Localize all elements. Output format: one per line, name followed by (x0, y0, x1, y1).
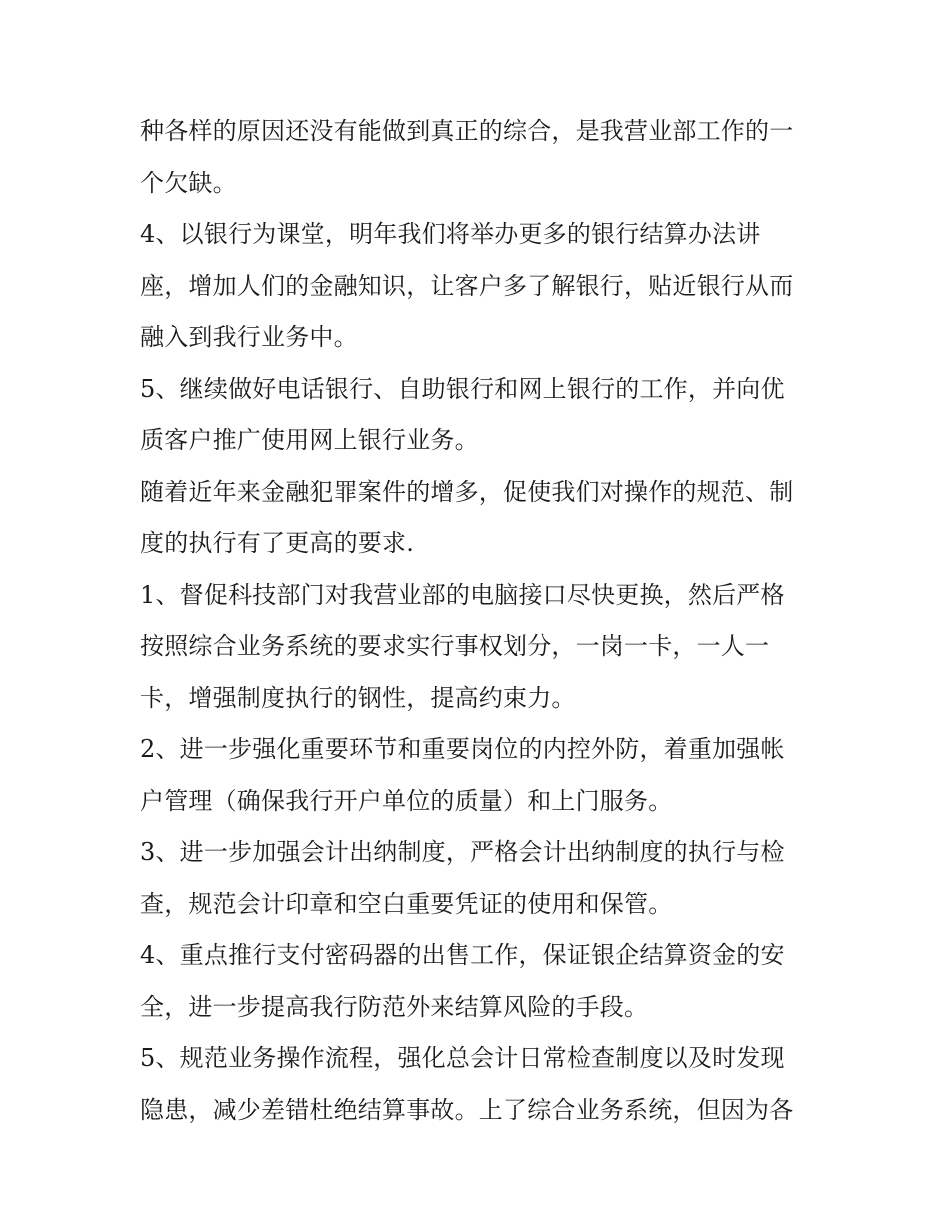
text-line: 种各样的原因还没有能做到真正的综合，是我营业部工作的一 (140, 117, 794, 145)
text-line: 度的执行有了更高的要求. (140, 529, 415, 557)
body-text (140, 106, 820, 1136)
text-line: 1、督促科技部门对我营业部的电脑接口尽快更换，然后严格 (140, 580, 785, 609)
text-line: 5、规范业务操作流程，强化总会计日常检查制度以及时发现 (140, 1044, 785, 1072)
text-line: 户管理（确保我行开户单位的质量）和上门服务。 (140, 786, 673, 815)
text-line: 融入到我行业务中。 (140, 323, 358, 351)
text-line: 4、重点推行支付密码器的出售工作，保证银企结算资金的安 (140, 941, 785, 969)
text-line: 5、继续做好电话银行、自助银行和网上银行的工作，并向优 (140, 374, 785, 403)
text-line: 查，规范会计印章和空白重要凭证的使用和保管。 (140, 889, 673, 918)
text-line: 3、进一步加强会计出纳制度，严格会计出纳制度的执行与检 (140, 838, 785, 866)
text-line: 质客户推广使用网上银行业务。 (140, 426, 479, 454)
text-line: 按照综合业务系统的要求实行事权划分，一岗一卡，一人一 (140, 632, 770, 660)
text-line: 全，进一步提高我行防范外来结算风险的手段。 (140, 992, 649, 1021)
text-line: 隐患，减少差错杜绝结算事故。上了综合业务系统，但因为各 (140, 1095, 794, 1124)
text-line: 2、进一步强化重要环节和重要岗位的内控外防，着重加强帐 (140, 735, 785, 763)
text-line: 个欠缺。 (140, 168, 237, 197)
text-line: 卡，增强制度执行的钢性，提高约束力。 (140, 683, 576, 712)
text-line: 随着近年来金融犯罪案件的增多，促使我们对操作的规范、制 (140, 477, 794, 506)
text-line: 座，增加人们的金融知识，让客户多了解银行，贴近银行从而 (140, 271, 794, 300)
text-line: 4、以银行为课堂，明年我们将举办更多的银行结算办法讲 (140, 220, 761, 248)
